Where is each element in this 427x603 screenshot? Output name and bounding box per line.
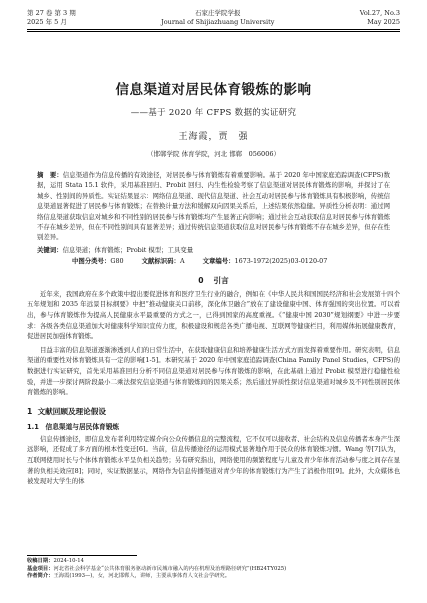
section-heading-intro <box>27 275 400 286</box>
article-number-value: 1673-1972(2025)03-0120-07 <box>234 256 328 265</box>
author-affiliation: （邯郸学院 体育学院，河北 邯郸 056006） <box>147 150 280 158</box>
article-number-label: 文章编号： <box>202 256 235 265</box>
section-title: 文献回顾及理论假设 <box>37 406 106 416</box>
keywords <box>37 245 390 254</box>
doc-code-field <box>142 256 185 265</box>
footnotes <box>27 558 400 581</box>
header-journal-en: Journal of Shijiazhuang University <box>161 17 275 26</box>
header-divider-thin <box>27 31 400 32</box>
article-authors: 王海霞，贾 强 <box>178 132 249 142</box>
fund-value: 河北省社会科学基金“公共体育服务驱动新市民城市融入的内在机理及治理路径研究”(HB24TY025) <box>53 565 287 572</box>
section-number: 0 <box>198 275 204 285</box>
header-date: 2025 年 5 月 <box>27 17 67 26</box>
header-vol-en: Vol.27, No.3 <box>359 9 400 17</box>
section-title: 引言 <box>213 275 229 285</box>
clc-label: 中图分类号： <box>72 256 111 265</box>
header-journal <box>161 9 274 26</box>
doc-code-label: 文献标识码： <box>141 256 180 265</box>
received-value: 2024-10-14 <box>53 558 85 564</box>
keywords-label: 关键词： <box>37 245 63 254</box>
author-bio-value: 王海霞(1993—)，女，河北邯郸人，讲师，主要从事体育人文社会学研究。 <box>53 573 231 580</box>
author-bio-label: 作者简介： <box>27 573 54 580</box>
intro-paragraph-2: 目益丰富的信息渠道逐渐渗透到人们的日常生活中，在获取健康信息和培养健康生活方式方面发挥着重要作用。研究表明，信息渠道的重要性对体育锻炼具有一定的影响[1-5]。本研究基于 2020 年中国家庭追踪调查(China Family Panel Studies，CFPS)的数据进行实证研究，首先采用基准回归分析不同信息渠道对居民参与体育锻炼的影响，在此基础上通过 Probit 模型进行稳健性检验，并进一步探讨两阶段最小二乘法探究信息渠道与体育锻炼间的因果关系；然后通过异质性探讨信息渠道对城乡及不同性别居民体育锻炼的影响。 <box>27 345 400 397</box>
header-journal-cn: 石家庄学院学报 <box>195 9 241 17</box>
doc-code-value: A <box>179 256 185 265</box>
article-number-field <box>203 256 328 265</box>
running-header <box>27 0 400 26</box>
header-divider <box>27 29 400 30</box>
footnote-received <box>27 558 400 566</box>
footnote-divider <box>27 555 137 556</box>
keywords-text: 信息渠道；体育锻炼；Probit 模型；工具变量 <box>62 245 194 254</box>
header-date-en: May 2025 <box>367 17 400 26</box>
received-label: 收稿日期： <box>27 558 54 564</box>
article-subtitle: ——基于 2020 年 CFPS 数据的实证研究 <box>130 108 297 118</box>
abstract-label: 摘 要： <box>37 171 63 179</box>
header-volume-en <box>360 9 400 26</box>
intro-paragraph-1: 近年来，我国政府在多个政策中提出要促进体育和医疗卫生行业的融合，例如在《中华人民共和国国民经济和社会发展第十四个五年规划和 2035 年远景目标纲要》中把“推动健康关口前移，深化体卫融合”放在了建设健康中国、体育强国的突出位置。可以看出，参与体育锻炼作为提高人民健康水平最重要的方式之一，已得到国家的高度重视。《“健康中国 2030”规划纲要》中进一步要求：各级各类信息渠道加大对健康科学知识宣传力度，积极建设和规范各类广播电视、互联网等健康栏目，利用媒体拓展健康教育，促进居民加强体育锻炼。 <box>27 289 400 341</box>
section-heading-literature <box>27 406 400 417</box>
article-title: 信息渠道对居民体育锻炼的影响 <box>115 82 312 98</box>
clc-value: G80 <box>110 256 124 265</box>
section-number: 1 <box>27 406 33 416</box>
header-volume <box>27 9 76 26</box>
subsection-heading: 1.1 信息渠道与居民体育锻炼 <box>27 422 120 431</box>
header-volume-issue: 第 27 卷 第 3 期 <box>27 9 76 17</box>
abstract-text: 信息渠道作为信息传播的有效途径，对居民参与体育锻炼有着重要影响。基于 2020 年中国家庭追踪调查(CFPS)数据，运用 Stata 15.1 软件，采用基准回归、Probit 回归、内生性检验考察了信息渠道对居民体育锻炼的影响，并探讨了在城乡、性别间的异质性。实证结果显示：网络信息渠道、现代信息渠道、社会互动对居民参与体育锻炼具有积极影响，传统信息渠道显著促进了居民参与体育锻炼；在替换计量方法和缓解双向因果关系后，上述结果依然稳健。异质性分析表明：通过网络信息渠道获取信息对城乡和不同性别的居民参与体育锻炼均产生显著正向影响；通过社会互动获取信息对居民参与体育锻炼不存在城乡差异，但在不同性别间具有显著差异；通过传统信息渠道获取信息对居民参与体育锻炼不存在城乡差异，但存在性别差异。 <box>37 171 390 242</box>
fund-label: 基金项目： <box>27 565 54 572</box>
literature-paragraph-1: 信息传播途径，即信息发布者利用特定媒介向公众传播信息的完整流程，它不仅可以接收者、社会结构及信息传播者本身产生深远影响，还促成了多方面的根本性变迁[6]。当前，信息传播途径的运用模式显著地作用于民众的体育锻炼习惯。Wang 等[7]认为，互联网使用时长与个体体育锻炼水平呈负相关趋势；另有研究指出，网络使用的频繁程度与儿童及青少年体育活动参与度之间存在显著的负相关效应[8]；同时，实证数据显示，网络作为信息传播渠道对青少年的体育锻炼行为产生了消极作用[9]。此外，大众媒体也被发现对大学生的体 <box>27 434 400 486</box>
classification-line <box>72 256 400 265</box>
footnote-author <box>27 573 400 581</box>
abstract <box>37 170 390 243</box>
clc-field <box>72 256 124 265</box>
